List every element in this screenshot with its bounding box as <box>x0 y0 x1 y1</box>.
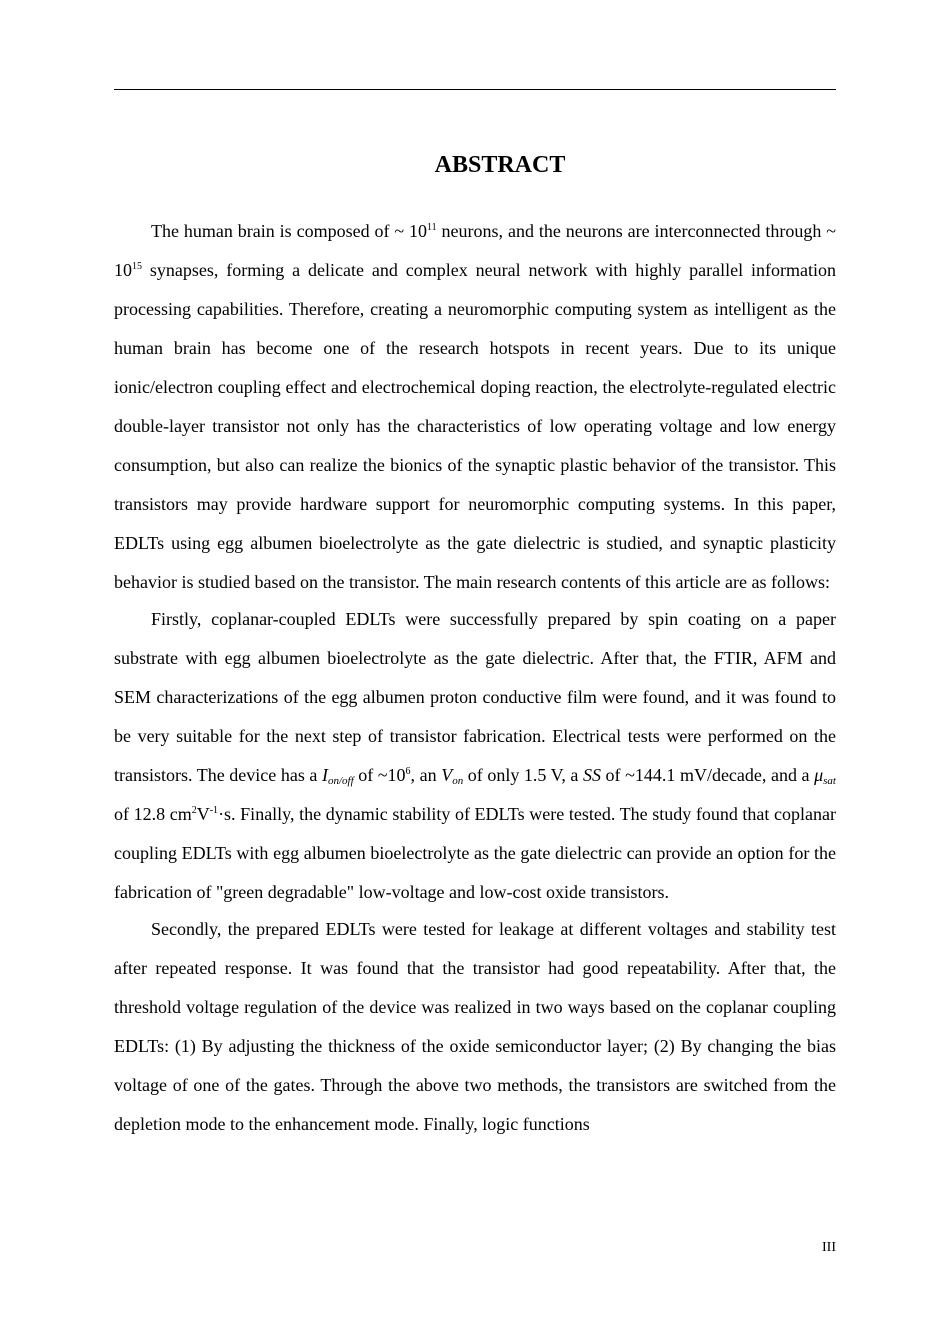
page-title: ABSTRACT <box>434 152 566 178</box>
p1-text-2: neurons, and the neurons are interconnected through ~ 10 <box>114 221 836 280</box>
p2-superscript-1: 6 <box>405 766 411 777</box>
ss-symbol: SS <box>582 765 601 785</box>
p1-text-3: synapses, forming a delicate and complex neural network with highly parallel information processing capabilities. Therefore, creating a neuromorphic computing system as intelligent as the human brain has become one of the research hotspots in recent years. Due to its unique ionic/electron coupling effect and electrochemical doping reaction, the electrolyte-regulated electric double-layer transistor not only has the characteristics of low operating voltage and low energy consumption, but also can realize the bionics of the synaptic plastic behavior of the transistor. This transistors may provide hardware support for neuromorphic computing systems. In this paper, EDLTs using egg albumen bioelectrolyte as the gate dielectric is studied, and synaptic plasticity behavior is studied based on the transistor. The main research contents of this article are as follows: <box>114 260 836 592</box>
paragraph-1 <box>114 212 836 602</box>
mu-sat-subscript: sat <box>823 775 836 787</box>
p2-text-7: V <box>196 804 210 824</box>
p2-text-5: of ~144.1 mV/decade, and a <box>600 765 815 785</box>
p2-text-1: Firstly, coplanar-coupled EDLTs were successfully prepared by spin coating on a paper substrate with egg albumen bioelectrolyte as the gate dielectric. After that, the FTIR, AFM and SEM characterizations of the egg albumen proton conductive film were found, and it was found to be very suitable for the next step of transistor fabrication. Electrical tests were performed on the transistors. The device has a <box>114 609 836 785</box>
header-rule <box>114 89 836 90</box>
abstract-body <box>114 212 836 1144</box>
p1-superscript-2: 15 <box>132 261 142 272</box>
p2-text-4: of only 1.5 V, a <box>463 765 583 785</box>
p2-superscript-3: -1 <box>209 805 219 816</box>
p3-text-1: Secondly, the prepared EDLTs were tested for leakage at different voltages and stability test after repeated response. It was found that the transistor had good repeatability. After that, the threshold voltage regulation of the device was realized in two ways based on the coplanar coupling EDLTs: (1) By adjusting the thickness of the oxide semiconductor layer; (2) By changing the bias voltage of one of the gates. Through the above two methods, the transistors are switched from the depletion mode to the enhancement mode. Finally, logic functions <box>114 919 836 1134</box>
p1-text-1: The human brain is composed of ~ 10 <box>151 221 428 241</box>
page-number: III <box>822 1240 836 1255</box>
p2-text-8: ·s. Finally, the dynamic stability of EDLTs were tested. The study found that coplanar coupling EDLTs with egg albumen bioelectrolyte as the gate dielectric can provide an option for the fabrication of "green degradable" low-voltage and low-cost oxide transistors. <box>114 804 836 902</box>
paragraph-3 <box>114 910 836 1144</box>
paragraph-2 <box>114 600 836 912</box>
p1-superscript-1: 11 <box>427 222 437 233</box>
v-on-subscript: on <box>452 775 464 787</box>
p2-superscript-2: 2 <box>191 805 197 816</box>
i-on-off-symbol: I <box>321 765 328 785</box>
p2-text-2: of ~10 <box>353 765 406 785</box>
p2-text-3: , an <box>410 765 442 785</box>
p2-text-6: of 12.8 cm <box>114 804 192 824</box>
v-on-symbol: V <box>441 765 453 785</box>
mu-sat-symbol: μ <box>814 765 824 785</box>
i-on-off-subscript: on/off <box>327 775 354 787</box>
